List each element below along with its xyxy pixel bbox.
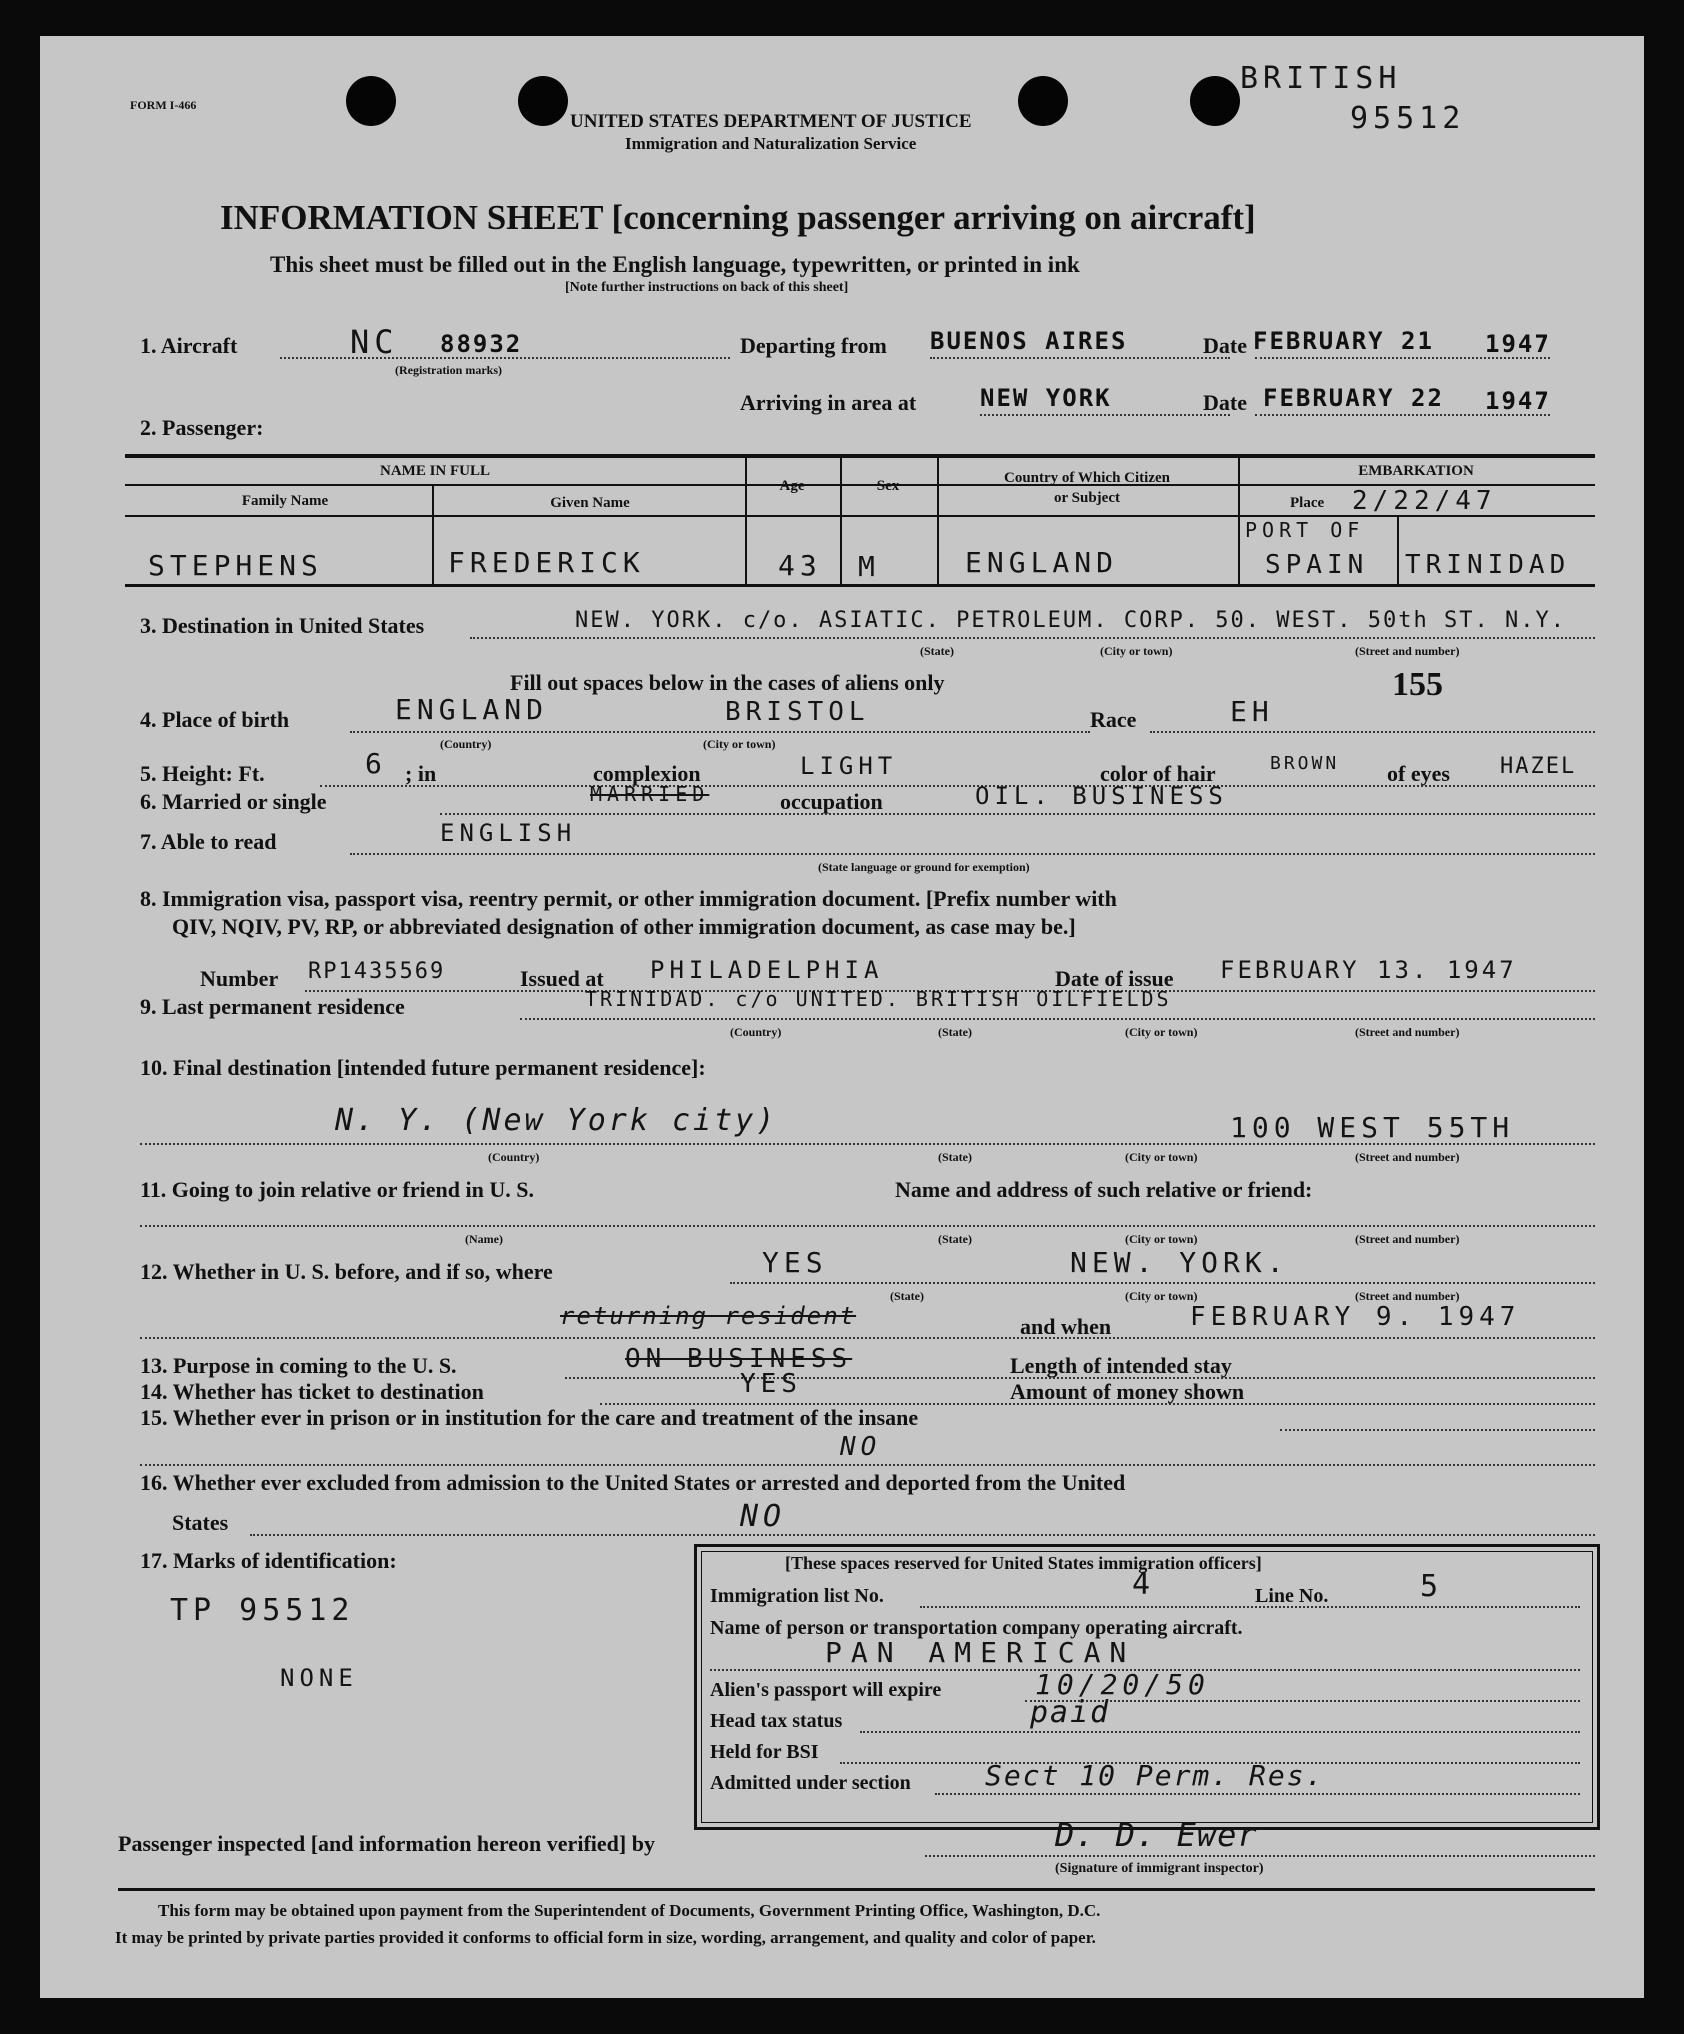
purpose-value: ON BUSINESS: [625, 1344, 853, 1374]
head-tax-value: paid: [1030, 1695, 1111, 1730]
service-name: Immigration and Naturalization Service: [625, 134, 917, 153]
complexion-label: complexion: [593, 761, 701, 786]
height-inches-label: ; in: [405, 761, 437, 786]
form-sheet: [40, 36, 1644, 1998]
stay-label: Length of intended stay: [1010, 1353, 1232, 1378]
departing-year: 1947: [1485, 330, 1551, 358]
date-of-issue-label: Date of issue: [1055, 966, 1174, 991]
excluded-label-line1: 16. Whether ever excluded from admission to the United States or arrested and deported from the United: [140, 1470, 1126, 1495]
caption-country: (Country): [730, 1025, 782, 1039]
header-given-name: Given Name: [550, 495, 630, 511]
money-label: Amount of money shown: [1010, 1379, 1245, 1404]
header-country-line2: or Subject: [1054, 490, 1120, 506]
table-rule: [432, 484, 434, 584]
passenger-given-name: FREDERICK: [448, 546, 645, 579]
registration-handwritten: NC: [350, 323, 399, 361]
punch-hole: [1190, 76, 1240, 126]
join-name-label: Name and address of such relative or friend:: [895, 1177, 1313, 1202]
eyes-value: HAZEL: [1500, 754, 1577, 779]
departing-label: Departing from: [740, 333, 887, 358]
residence-label: 9. Last permanent residence: [140, 994, 405, 1019]
caption-state: (State): [938, 1232, 972, 1246]
operator-value: PAN AMERICAN: [825, 1636, 1136, 1669]
field-line: [860, 1731, 1580, 1733]
header-sex: Sex: [876, 478, 900, 494]
caption-state: (State): [920, 644, 954, 658]
caption-street: (Street and number): [1355, 1025, 1460, 1039]
passport-expire-value: 10/20/50: [1035, 1668, 1210, 1701]
destination-value: NEW. YORK. c/o. ASIATIC. PETROLEUM. CORP. 50. WEST. 50th ST. N.Y.: [575, 608, 1566, 633]
date-of-issue-value: FEBRUARY 13. 1947: [1220, 956, 1517, 984]
passenger-port-of: PORT OF: [1245, 518, 1365, 542]
race-label: Race: [1090, 707, 1137, 732]
reserved-box-title: [These spaces reserved for United States immigration officers]: [785, 1553, 1262, 1573]
held-for-bsi-label: Held for BSI: [710, 1741, 819, 1763]
field-line: [140, 1337, 1595, 1339]
married-label: 6. Married or single: [140, 789, 327, 814]
punch-hole: [346, 76, 396, 126]
prison-label: 15. Whether ever in prison or in institution for the care and treatment of the insane: [140, 1405, 919, 1430]
departing-date: FEBRUARY 21: [1253, 327, 1434, 355]
caption-name: (Name): [465, 1232, 503, 1246]
before-city: NEW. YORK.: [1070, 1246, 1289, 1279]
height-feet: 6: [365, 747, 387, 780]
table-rule: [1397, 515, 1399, 584]
caption-street: (Street and number): [1355, 644, 1460, 658]
field-line: [935, 1793, 1580, 1795]
line-no-label: Line No.: [1255, 1585, 1329, 1607]
eyes-label: of eyes: [1387, 761, 1450, 786]
aircraft-label: 1. Aircraft: [140, 333, 238, 358]
line-no-value: 5: [1420, 1569, 1444, 1604]
table-rule: [1238, 454, 1240, 584]
aliens-only-heading: Fill out spaces below in the cases of aliens only: [510, 670, 945, 695]
registration-caption: (Registration marks): [395, 363, 502, 377]
head-tax-label: Head tax status: [710, 1710, 843, 1732]
field-line: [350, 731, 1090, 733]
ticket-label: 14. Whether has ticket to destination: [140, 1379, 484, 1404]
visa-label-line2: QIV, NQIV, PV, RP, or abbreviated designation of other immigration document, as case may be.]: [172, 914, 1076, 939]
caption-city: (City or town): [1125, 1150, 1198, 1164]
when-label: and when: [1020, 1314, 1112, 1339]
caption-country: (Country): [440, 737, 492, 751]
final-destination-value: N. Y. (New York city): [335, 1103, 778, 1138]
when-value: FEBRUARY 9. 1947: [1190, 1302, 1521, 1332]
admitted-under-value: Sect 10 Perm. Res.: [985, 1759, 1325, 1792]
visa-label-line1: 8. Immigration visa, passport visa, reentry permit, or other immigration document. [Prefix number with: [140, 886, 1117, 911]
number-label: Number: [200, 966, 279, 991]
header-embarkation: EMBARKATION: [1358, 463, 1474, 479]
field-line: [1150, 731, 1595, 733]
purpose-label: 13. Purpose in coming to the U. S.: [140, 1353, 457, 1378]
header-country-line1: Country of Which Citizen: [1004, 470, 1170, 486]
final-destination-label: 10. Final destination [intended future permanent residence]:: [140, 1055, 706, 1080]
field-line: [925, 1855, 1595, 1857]
caption-street: (Street and number): [1355, 1289, 1460, 1303]
hair-label: color of hair: [1100, 761, 1216, 786]
caption-state: (State): [938, 1025, 972, 1039]
caption-city: (City or town): [1125, 1232, 1198, 1246]
complexion-value: LIGHT: [800, 752, 898, 780]
field-line: [140, 1143, 1595, 1145]
struck-through-note: returning resident: [560, 1302, 857, 1330]
registration-number: 88932: [440, 330, 523, 358]
field-line: [520, 1018, 1595, 1020]
field-line: [350, 853, 1595, 855]
form-number: FORM I-466: [130, 98, 197, 112]
caption-state: (State): [890, 1289, 924, 1303]
document-number: RP1435569: [308, 959, 446, 984]
passenger-country: ENGLAND: [965, 546, 1119, 579]
arriving-city: NEW YORK: [980, 384, 1112, 412]
field-line: [140, 1464, 1595, 1466]
embarkation-date-note: 2/22/47: [1352, 486, 1497, 516]
caption-street: (Street and number): [1355, 1150, 1460, 1164]
field-line: [930, 357, 1230, 359]
height-label: 5. Height: Ft.: [140, 761, 265, 786]
destination-label: 3. Destination in United States: [140, 613, 425, 638]
final-destination-street: 100 WEST 55TH: [1230, 1111, 1515, 1144]
excluded-value: NO: [740, 1499, 787, 1534]
excluded-label-line2: States: [172, 1510, 229, 1535]
read-label: 7. Able to read: [140, 829, 277, 854]
passenger-age: 43: [778, 549, 822, 582]
header-place: Place: [1290, 495, 1325, 511]
passenger-label: 2. Passenger:: [140, 415, 264, 440]
department-name: UNITED STATES DEPARTMENT OF JUSTICE: [570, 111, 972, 132]
occupation-value: OIL. BUSINESS: [975, 782, 1228, 810]
marks-number: TP 95512: [170, 1593, 355, 1628]
field-line: [250, 1534, 1595, 1536]
arriving-date: FEBRUARY 22: [1263, 384, 1444, 412]
read-caption: (State language or ground for exemption): [818, 860, 1030, 874]
passenger-sex: M: [858, 550, 880, 583]
residence-value: TRINIDAD. c/o UNITED. BRITISH OILFIELDS: [585, 987, 1172, 1011]
birth-label: 4. Place of birth: [140, 707, 290, 732]
punch-hole: [1018, 76, 1068, 126]
field-line: [1280, 1429, 1595, 1431]
table-rule: [125, 454, 1595, 458]
before-value: YES: [762, 1246, 828, 1279]
passport-expire-label: Alien's passport will expire: [710, 1679, 942, 1701]
admitted-under-label: Admitted under section: [710, 1772, 911, 1794]
ticket-value: YES: [740, 1369, 802, 1399]
caption-city: (City or town): [1100, 644, 1173, 658]
immigration-list-label: Immigration list No.: [710, 1585, 884, 1607]
header-family-name: Family Name: [241, 493, 329, 509]
passenger-embark-place: TRINIDAD: [1405, 550, 1571, 580]
birth-country: ENGLAND: [395, 693, 549, 726]
caption-city: (City or town): [1125, 1289, 1198, 1303]
field-line: [730, 1282, 1595, 1284]
arriving-label: Arriving in area at: [740, 390, 917, 415]
inspected-by-label: Passenger inspected [and information hereon verified] by: [118, 1831, 655, 1856]
page-title: INFORMATION SHEET [concerning passenger arriving on aircraft]: [220, 198, 1256, 237]
field-line: [980, 414, 1230, 416]
caption-city: (City or town): [1125, 1025, 1198, 1039]
caption-street: (Street and number): [1355, 1232, 1460, 1246]
corner-note-number: 95512: [1350, 101, 1466, 136]
field-line: [920, 1606, 1580, 1608]
punch-hole: [518, 76, 568, 126]
field-line: [140, 1225, 1595, 1227]
passenger-family-name: STEPHENS: [148, 549, 323, 582]
read-value: ENGLISH: [440, 819, 577, 847]
table-rule: [745, 454, 747, 584]
caption-country: (Country): [488, 1150, 540, 1164]
instruction-text: This sheet must be filled out in the English language, typewritten, or printed in ink: [270, 252, 1080, 277]
table-rule: [125, 584, 1595, 587]
field-line: [440, 813, 1595, 815]
caption-state: (State): [938, 1150, 972, 1164]
passenger-port: SPAIN: [1265, 550, 1369, 580]
caption-city: (City or town): [703, 737, 776, 751]
table-rule: [840, 454, 842, 584]
arriving-year: 1947: [1485, 387, 1551, 415]
hair-value: BROWN: [1270, 753, 1340, 774]
field-line: [320, 785, 1595, 787]
departing-city: BUENOS AIRES: [930, 327, 1128, 355]
field-line: [470, 637, 1595, 639]
issued-at-label: Issued at: [520, 966, 604, 991]
departing-date-label: Date: [1203, 333, 1247, 358]
footer-rule: [118, 1888, 1595, 1891]
stamp-number: 155: [1392, 666, 1443, 703]
race-value: EH: [1230, 695, 1274, 728]
corner-note-origin: BRITISH: [1240, 61, 1402, 96]
inspector-signature: D. D. Ewer: [1055, 1816, 1258, 1854]
married-value: MARRIED: [590, 782, 710, 806]
arriving-date-label: Date: [1203, 390, 1247, 415]
header-name-in-full: NAME IN FULL: [379, 463, 491, 479]
signature-caption: (Signature of immigrant inspector): [1055, 1861, 1264, 1876]
issued-at-value: PHILADELPHIA: [650, 956, 884, 984]
footer-line2: It may be printed by private parties provided it conforms to official form in size, wording, arrangement, and quality and color of paper.: [115, 1928, 1096, 1947]
footer-line1: This form may be obtained upon payment from the Superintendent of Documents, Government Printing Office, Washington, D.C.: [158, 1901, 1101, 1920]
header-age: Age: [779, 478, 805, 494]
table-rule: [937, 454, 939, 584]
prison-value: NO: [840, 1432, 882, 1462]
marks-label: 17. Marks of identification:: [140, 1548, 397, 1573]
marks-value: NONE: [280, 1664, 358, 1692]
instruction-note: [Note further instructions on back of this sheet]: [565, 280, 849, 295]
operator-label: Name of person or transportation company operating aircraft.: [710, 1617, 1243, 1639]
birth-city: BRISTOL: [725, 697, 870, 727]
occupation-label: occupation: [780, 789, 883, 814]
join-label: 11. Going to join relative or friend in U. S.: [140, 1177, 534, 1202]
before-label: 12. Whether in U. S. before, and if so, where: [140, 1259, 553, 1284]
immigration-list-value: 4: [1132, 1567, 1156, 1602]
